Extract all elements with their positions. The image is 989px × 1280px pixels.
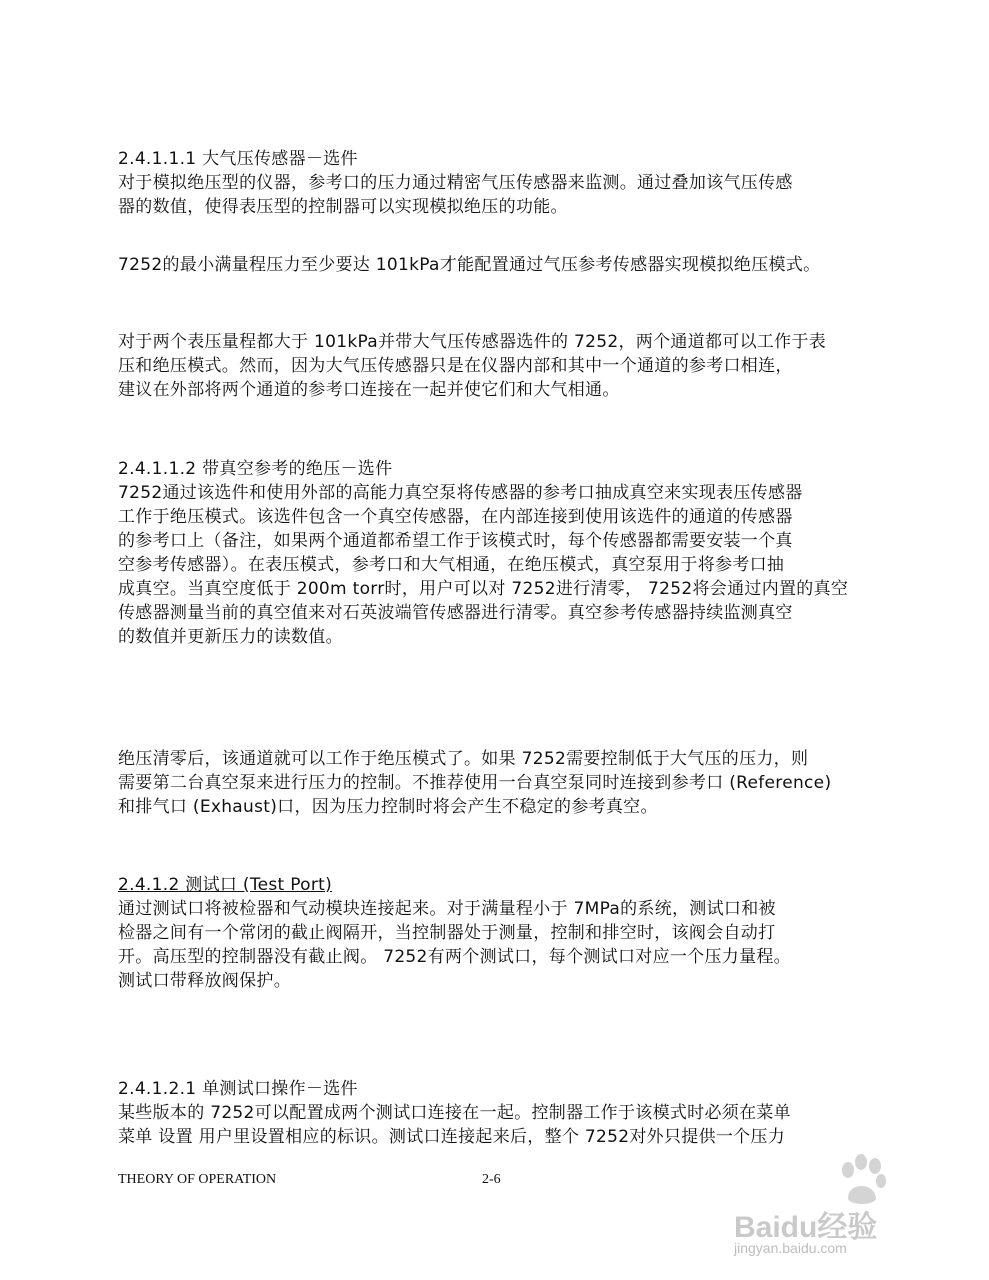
paragraph-line: 成真空。当真空度低于 200m torr时，用户可以对 7252进行清零， 7252将会通过内置的真空 bbox=[118, 579, 849, 599]
footer-title: THEORY OF OPERATION bbox=[118, 1172, 277, 1187]
paragraph-line: 检器之间有一个常闭的截止阀隔开，当控制器处于测量，控制和排空时，该阀会自动打 bbox=[118, 923, 776, 943]
paragraph-line: 的参考口上（备注，如果两个通道都希望工作于该模式时，每个传感器都需要安装一个真 bbox=[118, 531, 793, 551]
paragraph-line: 传感器测量当前的真空值来对石英波端管传感器进行清零。真空参考传感器持续监测真空 bbox=[118, 603, 793, 623]
paragraph-line: 器的数值，使得表压型的控制器可以实现模拟绝压的功能。 bbox=[118, 197, 568, 217]
paragraph-line: 的数值并更新压力的读数值。 bbox=[118, 627, 343, 647]
section-heading: 2.4.1.1.2 带真空参考的绝压－选件 bbox=[118, 459, 393, 479]
paragraph-line: 建议在外部将两个通道的参考口连接在一起并使它们和大气相通。 bbox=[118, 380, 620, 400]
paragraph-line: 工作于绝压模式。该选件包含一个真空传感器，在内部连接到使用该选件的通道的传感器 bbox=[118, 507, 793, 527]
paragraph-line: 对于模拟绝压型的仪器，参考口的压力通过精密气压传感器来监测。通过叠加该气压传感 bbox=[118, 173, 793, 193]
page-number: 2-6 bbox=[482, 1172, 501, 1187]
watermark-brand: Baidu经验 bbox=[734, 1211, 878, 1244]
section-heading: 2.4.1.1.1 大气压传感器－选件 bbox=[118, 149, 358, 169]
paragraph-line: 测试口带释放阀保护。 bbox=[118, 971, 291, 991]
paragraph-line: 开。高压型的控制器没有截止阀。 7252有两个测试口，每个测试口对应一个压力量程。 bbox=[118, 947, 791, 967]
paragraph-line: 和排气口 (Exhaust)口，因为压力控制时将会产生不稳定的参考真空。 bbox=[118, 797, 658, 817]
watermark-url: jingyan.baidu.com bbox=[734, 1240, 847, 1256]
paragraph-line: 压和绝压模式。然而，因为大气压传感器只是在仪器内部和其中一个通道的参考口相连， bbox=[118, 356, 793, 376]
paragraph-line: 菜单 设置 用户里设置相应的标识。测试口连接起来后，整个 7252对外只提供一个压力 bbox=[118, 1127, 786, 1147]
baidu-watermark bbox=[734, 1150, 934, 1260]
paragraph-line: 绝压清零后，该通道就可以工作于绝压模式了。如果 7252需要控制低于大气压的压力，则 bbox=[118, 749, 809, 769]
paragraph-line: 7252的最小满量程压力至少要达 101kPa才能配置通过气压参考传感器实现模拟绝压模式。 bbox=[118, 255, 821, 275]
paragraph-line: 某些版本的 7252可以配置成两个测试口连接在一起。控制器工作于该模式时必须在菜单 bbox=[118, 1103, 791, 1123]
section-heading: 2.4.1.2 测试口 (Test Port) bbox=[118, 875, 333, 895]
paragraph-line: 7252通过该选件和使用外部的高能力真空泵将传感器的参考口抽成真空来实现表压传感器 bbox=[118, 483, 803, 503]
section-heading: 2.4.1.2.1 单测试口操作－选件 bbox=[118, 1079, 358, 1099]
paragraph-line: 对于两个表压量程都大于 101kPa并带大气压传感器选件的 7252，两个通道都可以工作于表 bbox=[118, 332, 827, 352]
paragraph-line: 需要第二台真空泵来进行压力的控制。不推荐使用一台真空泵同时连接到参考口 (Reference) bbox=[118, 773, 832, 793]
paragraph-line: 通过测试口将被检器和气动模块连接起来。对于满量程小于 7MPa的系统，测试口和被 bbox=[118, 899, 776, 919]
paragraph-line: 空参考传感器）。在表压模式，参考口和大气相通，在绝压模式，真空泵用于将参考口抽 bbox=[118, 555, 785, 575]
